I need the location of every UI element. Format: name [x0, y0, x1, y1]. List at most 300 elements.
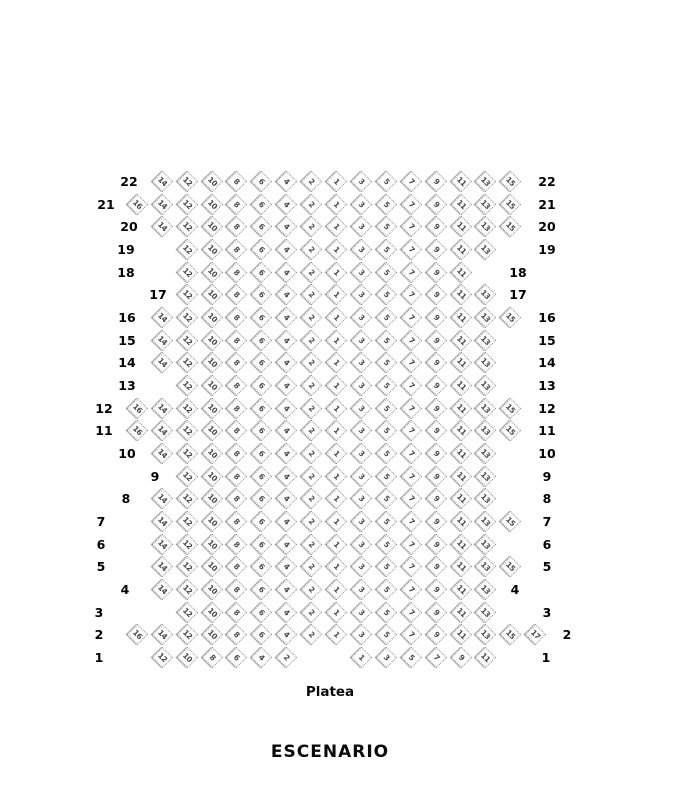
seat-row2-8[interactable] [226, 624, 247, 645]
seat-row6-8[interactable] [226, 534, 247, 555]
seat-row20-15[interactable] [500, 216, 521, 237]
seat-row6-13[interactable] [475, 534, 496, 555]
seat-row19-12[interactable] [176, 239, 197, 260]
seat-row4-9[interactable] [425, 579, 446, 600]
seat-row4-8[interactable] [226, 579, 247, 600]
seat-row20-9[interactable] [425, 216, 446, 237]
seat-row1-6[interactable] [226, 647, 247, 668]
seat-row8-1[interactable] [326, 488, 347, 509]
seat-row12-8[interactable] [226, 398, 247, 419]
seat-row4-12[interactable] [176, 579, 197, 600]
seat-row22-11[interactable] [450, 171, 471, 192]
seat-row21-15[interactable] [500, 194, 521, 215]
seat-row18-11[interactable] [450, 262, 471, 283]
seat-row4-13[interactable] [475, 579, 496, 600]
seat-row8-12[interactable] [176, 488, 197, 509]
seat-row2-15[interactable] [500, 624, 521, 645]
seat-row14-13[interactable] [475, 352, 496, 373]
seat-row9-3[interactable] [351, 466, 372, 487]
seat-row17-4[interactable] [276, 284, 297, 305]
seat-row7-2[interactable] [301, 511, 322, 532]
seat-row8-4[interactable] [276, 488, 297, 509]
seat-row22-12[interactable] [176, 171, 197, 192]
seat-row19-3[interactable] [351, 239, 372, 260]
seat-row6-14[interactable] [152, 534, 173, 555]
seat-row15-12[interactable] [176, 330, 197, 351]
seat-row18-1[interactable] [326, 262, 347, 283]
seat-row13-8[interactable] [226, 375, 247, 396]
seat-row15-14[interactable] [152, 330, 173, 351]
seat-row22-5[interactable] [376, 171, 397, 192]
seat-row8-5[interactable] [376, 488, 397, 509]
seat-row6-9[interactable] [425, 534, 446, 555]
seat-row14-4[interactable] [276, 352, 297, 373]
seat-row11-7[interactable] [401, 420, 422, 441]
seat-row16-10[interactable] [201, 307, 222, 328]
seat-row4-11[interactable] [450, 579, 471, 600]
seat-row5-4[interactable] [276, 556, 297, 577]
seat-row16-8[interactable] [226, 307, 247, 328]
seat-row1-8[interactable] [201, 647, 222, 668]
seat-row15-10[interactable] [201, 330, 222, 351]
seat-row14-6[interactable] [251, 352, 272, 373]
seat-row20-6[interactable] [251, 216, 272, 237]
seat-row21-9[interactable] [425, 194, 446, 215]
seat-row8-10[interactable] [201, 488, 222, 509]
seat-row10-13[interactable] [475, 443, 496, 464]
seat-row18-2[interactable] [301, 262, 322, 283]
seat-row17-3[interactable] [351, 284, 372, 305]
seat-row8-11[interactable] [450, 488, 471, 509]
seat-row12-1[interactable] [326, 398, 347, 419]
seat-row12-16[interactable] [127, 398, 148, 419]
seat-row7-1[interactable] [326, 511, 347, 532]
seat-row8-2[interactable] [301, 488, 322, 509]
seat-row5-14[interactable] [152, 556, 173, 577]
seat-row18-9[interactable] [425, 262, 446, 283]
seat-row15-2[interactable] [301, 330, 322, 351]
seat-row11-12[interactable] [176, 420, 197, 441]
seat-row22-15[interactable] [500, 171, 521, 192]
seat-row17-11[interactable] [450, 284, 471, 305]
seat-row19-9[interactable] [425, 239, 446, 260]
seat-row14-14[interactable] [152, 352, 173, 373]
seat-row18-12[interactable] [176, 262, 197, 283]
seat-row11-8[interactable] [226, 420, 247, 441]
seat-row13-9[interactable] [425, 375, 446, 396]
seat-row12-2[interactable] [301, 398, 322, 419]
seat-row3-10[interactable] [201, 602, 222, 623]
seat-row18-8[interactable] [226, 262, 247, 283]
seat-row11-2[interactable] [301, 420, 322, 441]
seat-row13-6[interactable] [251, 375, 272, 396]
seat-row8-7[interactable] [401, 488, 422, 509]
seat-row19-7[interactable] [401, 239, 422, 260]
seat-row20-3[interactable] [351, 216, 372, 237]
seat-row8-14[interactable] [152, 488, 173, 509]
seat-row9-2[interactable] [301, 466, 322, 487]
seat-row3-7[interactable] [401, 602, 422, 623]
seat-row15-4[interactable] [276, 330, 297, 351]
seat-row22-4[interactable] [276, 171, 297, 192]
seat-row1-1[interactable] [351, 647, 372, 668]
seat-row3-8[interactable] [226, 602, 247, 623]
seat-row20-10[interactable] [201, 216, 222, 237]
seat-row3-2[interactable] [301, 602, 322, 623]
seat-row19-10[interactable] [201, 239, 222, 260]
seat-row15-13[interactable] [475, 330, 496, 351]
seat-row14-11[interactable] [450, 352, 471, 373]
seat-row8-13[interactable] [475, 488, 496, 509]
seat-row9-5[interactable] [376, 466, 397, 487]
seat-row11-4[interactable] [276, 420, 297, 441]
seat-row21-2[interactable] [301, 194, 322, 215]
seat-row22-3[interactable] [351, 171, 372, 192]
seat-row4-6[interactable] [251, 579, 272, 600]
seat-row3-5[interactable] [376, 602, 397, 623]
seat-row17-1[interactable] [326, 284, 347, 305]
seat-row10-12[interactable] [176, 443, 197, 464]
seat-row4-2[interactable] [301, 579, 322, 600]
seat-row19-2[interactable] [301, 239, 322, 260]
seat-row18-4[interactable] [276, 262, 297, 283]
seat-row7-9[interactable] [425, 511, 446, 532]
seat-row12-9[interactable] [425, 398, 446, 419]
seat-row21-5[interactable] [376, 194, 397, 215]
seat-row18-5[interactable] [376, 262, 397, 283]
seat-row21-8[interactable] [226, 194, 247, 215]
seat-row8-3[interactable] [351, 488, 372, 509]
seat-row10-7[interactable] [401, 443, 422, 464]
seat-row9-1[interactable] [326, 466, 347, 487]
seat-row12-15[interactable] [500, 398, 521, 419]
seat-row8-8[interactable] [226, 488, 247, 509]
seat-row11-15[interactable] [500, 420, 521, 441]
seat-row11-6[interactable] [251, 420, 272, 441]
seat-row9-13[interactable] [475, 466, 496, 487]
seat-row18-6[interactable] [251, 262, 272, 283]
seat-row2-12[interactable] [176, 624, 197, 645]
seat-row21-16[interactable] [127, 194, 148, 215]
seat-row4-1[interactable] [326, 579, 347, 600]
seat-row10-1[interactable] [326, 443, 347, 464]
seat-row7-13[interactable] [475, 511, 496, 532]
seat-row5-2[interactable] [301, 556, 322, 577]
seat-row14-12[interactable] [176, 352, 197, 373]
seat-row2-10[interactable] [201, 624, 222, 645]
seat-row6-3[interactable] [351, 534, 372, 555]
seat-row21-12[interactable] [176, 194, 197, 215]
seat-row20-2[interactable] [301, 216, 322, 237]
seat-row20-14[interactable] [152, 216, 173, 237]
seat-row5-7[interactable] [401, 556, 422, 577]
seat-row2-11[interactable] [450, 624, 471, 645]
seat-row15-5[interactable] [376, 330, 397, 351]
seat-row6-11[interactable] [450, 534, 471, 555]
seat-row15-6[interactable] [251, 330, 272, 351]
seat-row4-14[interactable] [152, 579, 173, 600]
seat-row2-6[interactable] [251, 624, 272, 645]
seat-row10-9[interactable] [425, 443, 446, 464]
seat-row11-10[interactable] [201, 420, 222, 441]
seat-row1-5[interactable] [401, 647, 422, 668]
seat-row2-2[interactable] [301, 624, 322, 645]
seat-row9-8[interactable] [226, 466, 247, 487]
seat-row22-1[interactable] [326, 171, 347, 192]
seat-row16-5[interactable] [376, 307, 397, 328]
seat-row7-14[interactable] [152, 511, 173, 532]
seat-row15-11[interactable] [450, 330, 471, 351]
seat-row7-12[interactable] [176, 511, 197, 532]
seat-row14-5[interactable] [376, 352, 397, 373]
seat-row13-11[interactable] [450, 375, 471, 396]
seat-row22-9[interactable] [425, 171, 446, 192]
seat-row6-4[interactable] [276, 534, 297, 555]
seat-row15-3[interactable] [351, 330, 372, 351]
seat-row16-7[interactable] [401, 307, 422, 328]
seat-row1-4[interactable] [251, 647, 272, 668]
seat-row1-3[interactable] [376, 647, 397, 668]
seat-row13-12[interactable] [176, 375, 197, 396]
seat-row12-4[interactable] [276, 398, 297, 419]
seat-row17-9[interactable] [425, 284, 446, 305]
seat-row21-6[interactable] [251, 194, 272, 215]
seat-row21-7[interactable] [401, 194, 422, 215]
seat-row14-1[interactable] [326, 352, 347, 373]
seat-row18-7[interactable] [401, 262, 422, 283]
seat-row6-1[interactable] [326, 534, 347, 555]
seat-row1-10[interactable] [176, 647, 197, 668]
seat-row7-5[interactable] [376, 511, 397, 532]
seat-row13-2[interactable] [301, 375, 322, 396]
seat-row21-11[interactable] [450, 194, 471, 215]
seat-row6-2[interactable] [301, 534, 322, 555]
seat-row2-4[interactable] [276, 624, 297, 645]
seat-row7-7[interactable] [401, 511, 422, 532]
seat-row14-10[interactable] [201, 352, 222, 373]
seat-row1-9[interactable] [450, 647, 471, 668]
seat-row20-8[interactable] [226, 216, 247, 237]
seat-row6-5[interactable] [376, 534, 397, 555]
seat-row4-5[interactable] [376, 579, 397, 600]
seat-row20-5[interactable] [376, 216, 397, 237]
seat-row2-17[interactable] [525, 624, 546, 645]
seat-row8-9[interactable] [425, 488, 446, 509]
seat-row3-12[interactable] [176, 602, 197, 623]
seat-row20-1[interactable] [326, 216, 347, 237]
seat-row11-16[interactable] [127, 420, 148, 441]
seat-row17-13[interactable] [475, 284, 496, 305]
seat-row5-10[interactable] [201, 556, 222, 577]
seat-row4-7[interactable] [401, 579, 422, 600]
seat-row20-4[interactable] [276, 216, 297, 237]
seat-row3-6[interactable] [251, 602, 272, 623]
seat-row16-6[interactable] [251, 307, 272, 328]
seat-row2-3[interactable] [351, 624, 372, 645]
seat-row2-1[interactable] [326, 624, 347, 645]
seat-row22-2[interactable] [301, 171, 322, 192]
seat-row14-9[interactable] [425, 352, 446, 373]
seat-row11-5[interactable] [376, 420, 397, 441]
seat-row7-8[interactable] [226, 511, 247, 532]
seat-row16-9[interactable] [425, 307, 446, 328]
seat-row11-14[interactable] [152, 420, 173, 441]
seat-row10-4[interactable] [276, 443, 297, 464]
seat-row20-12[interactable] [176, 216, 197, 237]
seat-row12-5[interactable] [376, 398, 397, 419]
seat-row14-8[interactable] [226, 352, 247, 373]
seat-row15-1[interactable] [326, 330, 347, 351]
seat-row8-6[interactable] [251, 488, 272, 509]
seat-row20-11[interactable] [450, 216, 471, 237]
seat-row12-7[interactable] [401, 398, 422, 419]
seat-row5-6[interactable] [251, 556, 272, 577]
seat-row10-3[interactable] [351, 443, 372, 464]
seat-row16-14[interactable] [152, 307, 173, 328]
seat-row3-1[interactable] [326, 602, 347, 623]
seat-row14-3[interactable] [351, 352, 372, 373]
seat-row12-12[interactable] [176, 398, 197, 419]
seat-row7-11[interactable] [450, 511, 471, 532]
seat-row12-13[interactable] [475, 398, 496, 419]
seat-row4-4[interactable] [276, 579, 297, 600]
seat-row16-12[interactable] [176, 307, 197, 328]
seat-row22-13[interactable] [475, 171, 496, 192]
seat-row17-7[interactable] [401, 284, 422, 305]
seat-row2-16[interactable] [127, 624, 148, 645]
seat-row2-13[interactable] [475, 624, 496, 645]
seat-row6-7[interactable] [401, 534, 422, 555]
seat-row4-3[interactable] [351, 579, 372, 600]
seat-row21-10[interactable] [201, 194, 222, 215]
seat-row13-10[interactable] [201, 375, 222, 396]
seat-row17-8[interactable] [226, 284, 247, 305]
seat-row21-3[interactable] [351, 194, 372, 215]
seat-row19-11[interactable] [450, 239, 471, 260]
seat-row10-14[interactable] [152, 443, 173, 464]
seat-row3-11[interactable] [450, 602, 471, 623]
seat-row20-13[interactable] [475, 216, 496, 237]
seat-row5-5[interactable] [376, 556, 397, 577]
seat-row2-9[interactable] [425, 624, 446, 645]
seat-row15-8[interactable] [226, 330, 247, 351]
seat-row3-13[interactable] [475, 602, 496, 623]
seat-row1-11[interactable] [475, 647, 496, 668]
seat-row2-5[interactable] [376, 624, 397, 645]
seat-row16-13[interactable] [475, 307, 496, 328]
seat-row12-6[interactable] [251, 398, 272, 419]
seat-row6-12[interactable] [176, 534, 197, 555]
seat-row2-14[interactable] [152, 624, 173, 645]
seat-row22-7[interactable] [401, 171, 422, 192]
seat-row11-9[interactable] [425, 420, 446, 441]
seat-row9-12[interactable] [176, 466, 197, 487]
seat-row14-2[interactable] [301, 352, 322, 373]
seat-row7-15[interactable] [500, 511, 521, 532]
seat-row13-13[interactable] [475, 375, 496, 396]
seat-row6-6[interactable] [251, 534, 272, 555]
seat-row16-15[interactable] [500, 307, 521, 328]
seat-row19-1[interactable] [326, 239, 347, 260]
seat-row17-6[interactable] [251, 284, 272, 305]
seat-row5-8[interactable] [226, 556, 247, 577]
seat-row17-2[interactable] [301, 284, 322, 305]
seat-row9-11[interactable] [450, 466, 471, 487]
seat-row9-4[interactable] [276, 466, 297, 487]
seat-row10-11[interactable] [450, 443, 471, 464]
seat-row22-14[interactable] [152, 171, 173, 192]
seat-row9-10[interactable] [201, 466, 222, 487]
seat-row12-10[interactable] [201, 398, 222, 419]
seat-row19-8[interactable] [226, 239, 247, 260]
seat-row9-6[interactable] [251, 466, 272, 487]
seat-row19-4[interactable] [276, 239, 297, 260]
seat-row11-1[interactable] [326, 420, 347, 441]
seat-row10-6[interactable] [251, 443, 272, 464]
seat-row1-7[interactable] [425, 647, 446, 668]
seat-row17-12[interactable] [176, 284, 197, 305]
seat-row18-10[interactable] [201, 262, 222, 283]
seat-row16-11[interactable] [450, 307, 471, 328]
seat-row14-7[interactable] [401, 352, 422, 373]
seat-row2-7[interactable] [401, 624, 422, 645]
seat-row10-10[interactable] [201, 443, 222, 464]
seat-row15-7[interactable] [401, 330, 422, 351]
seat-row5-1[interactable] [326, 556, 347, 577]
seat-row13-7[interactable] [401, 375, 422, 396]
seat-row6-10[interactable] [201, 534, 222, 555]
seat-row18-3[interactable] [351, 262, 372, 283]
seat-row11-11[interactable] [450, 420, 471, 441]
seat-row19-5[interactable] [376, 239, 397, 260]
seat-row15-9[interactable] [425, 330, 446, 351]
seat-row9-7[interactable] [401, 466, 422, 487]
seat-row5-15[interactable] [500, 556, 521, 577]
seat-row3-9[interactable] [425, 602, 446, 623]
seat-row22-10[interactable] [201, 171, 222, 192]
seat-row10-2[interactable] [301, 443, 322, 464]
seat-row17-10[interactable] [201, 284, 222, 305]
seat-row11-13[interactable] [475, 420, 496, 441]
seat-row10-8[interactable] [226, 443, 247, 464]
seat-row21-14[interactable] [152, 194, 173, 215]
seat-row16-3[interactable] [351, 307, 372, 328]
seat-row7-10[interactable] [201, 511, 222, 532]
seat-row22-6[interactable] [251, 171, 272, 192]
seat-row13-4[interactable] [276, 375, 297, 396]
seat-row7-3[interactable] [351, 511, 372, 532]
seat-row21-1[interactable] [326, 194, 347, 215]
seat-row13-5[interactable] [376, 375, 397, 396]
seat-row12-11[interactable] [450, 398, 471, 419]
seat-row5-11[interactable] [450, 556, 471, 577]
seat-row7-4[interactable] [276, 511, 297, 532]
seat-row17-5[interactable] [376, 284, 397, 305]
seat-row13-1[interactable] [326, 375, 347, 396]
seat-row12-14[interactable] [152, 398, 173, 419]
seat-row16-2[interactable] [301, 307, 322, 328]
seat-row19-13[interactable] [475, 239, 496, 260]
seat-row1-12[interactable] [152, 647, 173, 668]
seat-row5-12[interactable] [176, 556, 197, 577]
seat-row10-5[interactable] [376, 443, 397, 464]
seat-row9-9[interactable] [425, 466, 446, 487]
seat-row3-3[interactable] [351, 602, 372, 623]
seat-row11-3[interactable] [351, 420, 372, 441]
seat-row5-3[interactable] [351, 556, 372, 577]
seat-row12-3[interactable] [351, 398, 372, 419]
seat-row3-4[interactable] [276, 602, 297, 623]
